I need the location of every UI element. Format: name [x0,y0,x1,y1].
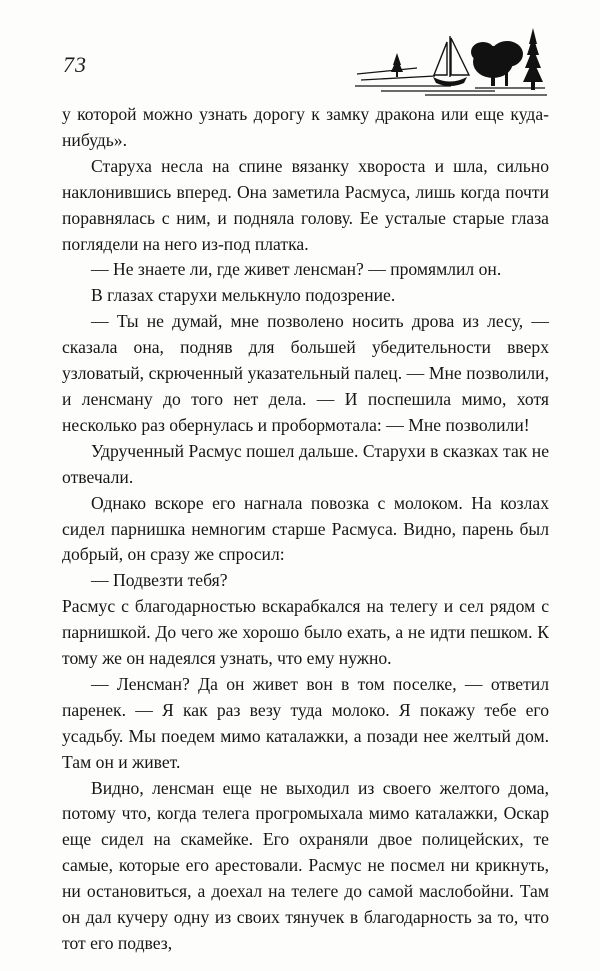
sailboat-icon [433,36,469,86]
dark-trees-icon [471,41,523,86]
paragraph-dialogue: — Ты не думай, мне позволено носить дрова из лесу, — сказала она, подняв для большей убедительности вверх узловатый, скрюченный указательный палец. — Мне позволили, и ленсману до того нет дела. — И поспешила мимо, хотя несколько раз обернулась и пробормотала: — Мне позволили! [62,311,549,435]
paragraph-dialogue: — Ленсман? Да он живет вон в том поселке, — ответил паренек. — Я как раз везу туда молоко. Я покажу тебе его усадьбу. Мы поедем мимо каталажки, а позади нее желтый дом. Там он и живет. [62,673,549,772]
paragraph: Видно, ленсман еще не выходил из своего желтого дома, потому что, когда телега прогромыхала мимо каталажки, Оскар еще сидел на скамейке. Его охраняли двое полицейских, те самые, которые его арестовали. Расмус не посмел ни крикнуть, ни остановиться, а доехал на телеге до самой маслобойни. Там он дал кучеру одну из своих тянучек в благодарность за то, что тот его подвез, [62,777,549,953]
page-number: 73 [63,52,87,77]
paragraph: В глазах старухи мелькнуло подозрение. [91,285,396,306]
paragraph-dialogue: — Не знаете ли, где живет ленсман? — промямлил он. [91,259,502,280]
paragraph: Старуха несла на спине вязанку хвороста и шла, сильно наклонившись вперед. Она заметила Расмуса, лишь когда почти поравнялась с ним, и подняла голову. Ее усталые старые глаза поглядели на него из-под платка. [62,155,549,254]
paragraph: Удрученный Расмус пошел дальше. Старухи в сказках так не отвечали. [62,440,549,487]
body-text [62,102,549,957]
paragraph: у которой можно узнать дорогу к замку дракона или еще куда-нибудь». [62,104,549,150]
paragraph: Однако вскоре его нагнала повозка с молоком. На козлах сидел парнишка немногим старше Расмуса. Видно, парень был добрый, он сразу же спросил: [62,492,549,565]
paragraph: Расмус с благодарностью вскарабкался на телегу и сел рядом с парнишкой. До чего же хорошо было ехать, а не идти пешком. К тому же он надеялся узнать, что ему нужно. [62,596,549,669]
header-vignette-illustration [355,24,550,98]
tall-spruce-icon [523,28,543,90]
paragraph-dialogue: — Подвезти тебя? [91,570,228,591]
small-spruce-icon [391,53,403,77]
